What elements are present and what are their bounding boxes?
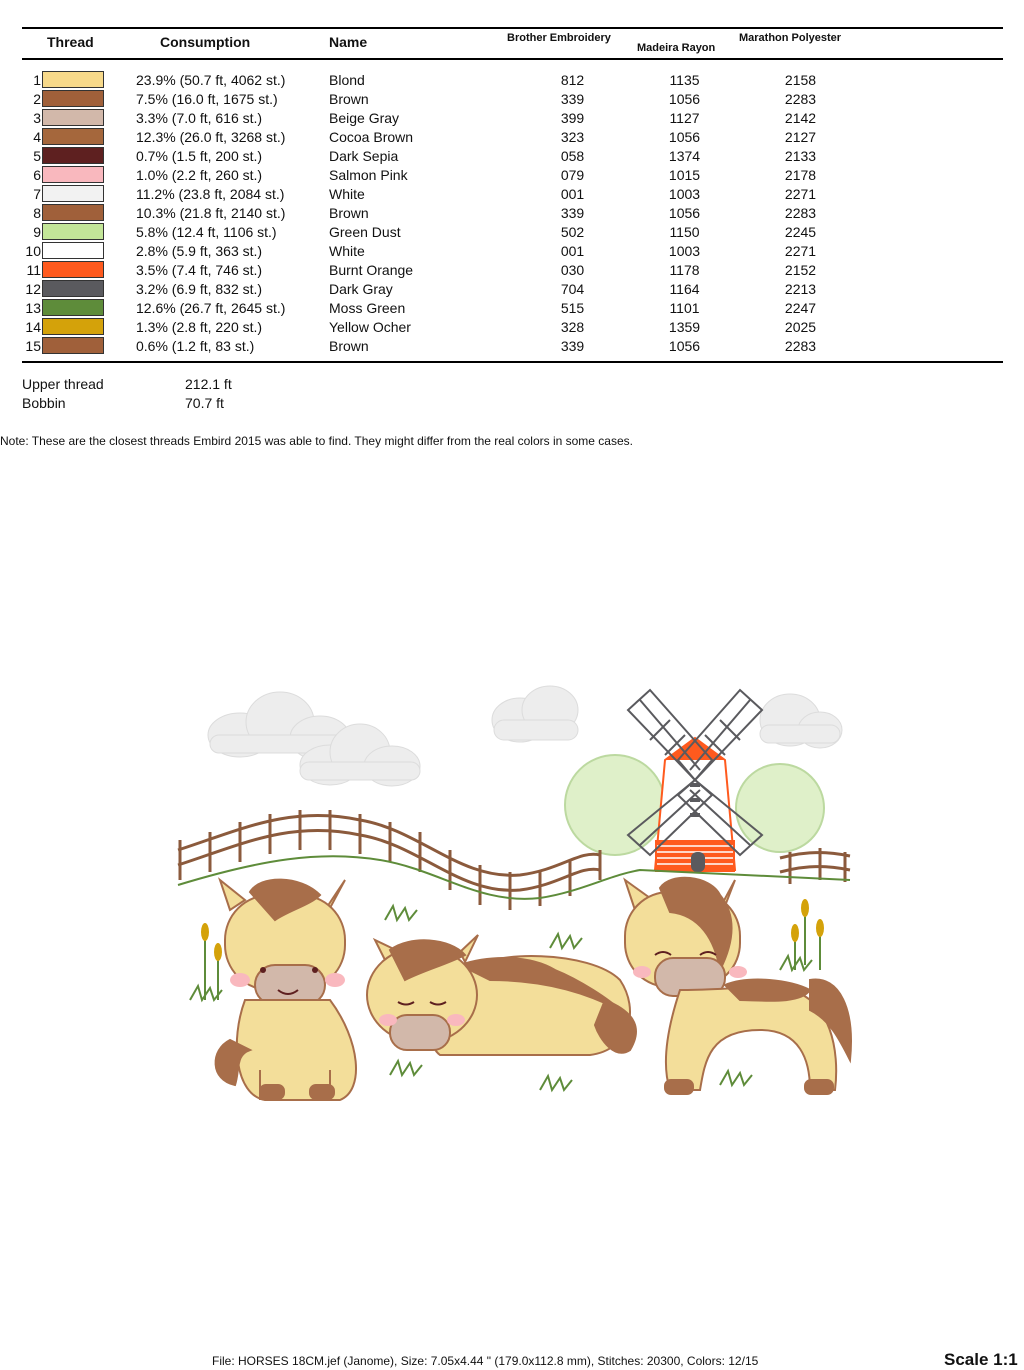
brother-code: 812 <box>560 72 585 88</box>
bobbin-value: 70.7 ft <box>185 395 224 411</box>
marathon-code: 2247 <box>784 300 817 316</box>
thread-number: 13 <box>25 300 41 316</box>
file-info: File: HORSES 18CM.jef (Janome), Size: 7.05x4.44 " (179.0x112.8 mm), Stitches: 20300, Colors: 12/15 <box>212 1354 759 1368</box>
scale-label: Scale 1:1 <box>944 1350 1018 1369</box>
thread-row <box>0 89 1024 108</box>
thread-consumption: 10.3% (21.8 ft, 2140 st.) <box>136 205 286 221</box>
thread-color-swatch <box>42 90 104 107</box>
marathon-code: 2142 <box>784 110 817 126</box>
thread-row <box>0 298 1024 317</box>
thread-name: Brown <box>329 338 369 354</box>
thread-name: Brown <box>329 91 369 107</box>
brother-code: 515 <box>560 300 585 316</box>
brother-code: 399 <box>560 110 585 126</box>
thread-row <box>0 108 1024 127</box>
thread-name: Cocoa Brown <box>329 129 414 145</box>
thread-row <box>0 127 1024 146</box>
madeira-code: 1056 <box>668 338 701 354</box>
marathon-code: 2283 <box>784 338 817 354</box>
bush-right <box>736 764 824 852</box>
thread-color-swatch <box>42 318 104 335</box>
bush-left <box>565 755 665 855</box>
thread-consumption: 12.6% (26.7 ft, 2645 st.) <box>136 300 286 316</box>
thread-consumption: 3.2% (6.9 ft, 832 st.) <box>136 281 263 297</box>
thread-name: Dark Sepia <box>329 148 399 164</box>
brother-code: 323 <box>560 129 585 145</box>
thread-consumption: 12.3% (26.0 ft, 3268 st.) <box>136 129 286 145</box>
upper-thread-value: 212.1 ft <box>185 376 232 392</box>
thread-name: White <box>329 243 365 259</box>
header-madeira: Madeira Rayon <box>637 42 716 54</box>
thread-row <box>0 165 1024 184</box>
thread-name: Beige Gray <box>329 110 400 126</box>
thread-row <box>0 184 1024 203</box>
madeira-code: 1127 <box>669 110 700 126</box>
header-marathon: Marathon Polyester <box>739 32 842 44</box>
thread-consumption: 5.8% (12.4 ft, 1106 st.) <box>136 224 277 240</box>
brother-code: 030 <box>560 262 585 278</box>
madeira-code: 1164 <box>669 281 700 297</box>
thread-color-swatch <box>42 185 104 202</box>
madeira-code: 1178 <box>669 262 700 278</box>
thread-color-swatch <box>42 242 104 259</box>
brother-code: 058 <box>560 148 585 164</box>
madeira-code: 1056 <box>668 91 701 107</box>
thread-number: 9 <box>33 224 41 240</box>
brother-code: 001 <box>560 186 585 202</box>
cattails-left <box>201 923 222 1000</box>
thread-consumption: 11.2% (23.8 ft, 2084 st.) <box>136 186 285 202</box>
thread-note: Note: These are the closest threads Embird 2015 was able to find. They might differ from the real colors in some cases. <box>0 434 633 448</box>
thread-color-swatch <box>42 128 104 145</box>
cloud-far-right <box>760 694 842 748</box>
thread-color-swatch <box>42 166 104 183</box>
pony-sleeping <box>367 935 636 1055</box>
brother-code: 502 <box>560 224 585 240</box>
madeira-code: 1374 <box>668 148 701 164</box>
thread-name: Salmon Pink <box>329 167 408 183</box>
bobbin-label: Bobbin <box>22 395 66 411</box>
header-thread: Thread <box>47 34 94 50</box>
thread-name: White <box>329 186 365 202</box>
bottom-rule <box>22 361 1003 363</box>
thread-number: 6 <box>33 167 41 183</box>
thread-color-swatch <box>42 147 104 164</box>
header-brother: Brother Embroidery <box>507 32 611 44</box>
thread-consumption: 3.3% (7.0 ft, 616 st.) <box>136 110 263 126</box>
thread-color-swatch <box>42 71 104 88</box>
thread-color-swatch <box>42 280 104 297</box>
thread-name: Yellow Ocher <box>329 319 411 335</box>
cattails-right <box>791 899 824 970</box>
pony-sitting <box>216 880 356 1100</box>
thread-number: 5 <box>33 148 41 164</box>
thread-consumption: 2.8% (5.9 ft, 363 st.) <box>136 243 263 259</box>
thread-number: 14 <box>25 319 41 335</box>
thread-color-swatch <box>42 223 104 240</box>
thread-number: 1 <box>33 72 41 88</box>
thread-number: 8 <box>33 205 41 221</box>
thread-number: 11 <box>26 262 41 278</box>
thread-color-swatch <box>42 204 104 221</box>
madeira-code: 1056 <box>668 205 701 221</box>
thread-row <box>0 203 1024 222</box>
marathon-code: 2152 <box>784 262 817 278</box>
madeira-code: 1003 <box>668 243 701 259</box>
thread-consumption: 7.5% (16.0 ft, 1675 st.) <box>136 91 278 107</box>
thread-row <box>0 222 1024 241</box>
thread-color-swatch <box>42 109 104 126</box>
thread-number: 10 <box>25 243 41 259</box>
thread-consumption: 0.7% (1.5 ft, 200 st.) <box>136 148 263 164</box>
thread-color-swatch <box>42 337 104 354</box>
thread-name: Brown <box>329 205 369 221</box>
thread-row <box>0 260 1024 279</box>
upper-thread-label: Upper thread <box>22 376 104 392</box>
madeira-code: 1359 <box>668 319 701 335</box>
thread-consumption: 3.5% (7.4 ft, 746 st.) <box>136 262 263 278</box>
thread-name: Green Dust <box>329 224 401 240</box>
embroidery-design-preview <box>160 680 860 1120</box>
thread-row <box>0 70 1024 89</box>
header-name: Name <box>329 34 368 50</box>
madeira-code: 1003 <box>668 186 701 202</box>
thread-row <box>0 146 1024 165</box>
madeira-code: 1150 <box>669 224 700 240</box>
brother-code: 339 <box>560 338 585 354</box>
marathon-code: 2133 <box>784 148 817 164</box>
top-rule <box>22 27 1003 29</box>
thread-number: 7 <box>33 186 41 202</box>
thread-consumption: 0.6% (1.2 ft, 83 st.) <box>136 338 255 354</box>
madeira-code: 1015 <box>668 167 701 183</box>
brother-code: 328 <box>560 319 585 335</box>
marathon-code: 2178 <box>784 167 817 183</box>
thread-number: 3 <box>33 110 41 126</box>
thread-row <box>0 241 1024 260</box>
thread-row <box>0 317 1024 336</box>
header-consumption: Consumption <box>160 34 251 50</box>
thread-name: Dark Gray <box>329 281 393 297</box>
pony-standing <box>625 878 851 1094</box>
marathon-code: 2271 <box>784 186 817 202</box>
madeira-code: 1056 <box>668 129 701 145</box>
thread-number: 4 <box>33 129 41 145</box>
header-rule <box>22 58 1003 60</box>
marathon-code: 2245 <box>784 224 817 240</box>
brother-code: 339 <box>560 91 585 107</box>
brother-code: 704 <box>560 281 585 297</box>
marathon-code: 2025 <box>784 319 817 335</box>
brother-code: 339 <box>560 205 585 221</box>
thread-consumption: 1.3% (2.8 ft, 220 st.) <box>136 319 263 335</box>
brother-code: 079 <box>560 167 585 183</box>
marathon-code: 2271 <box>784 243 817 259</box>
thread-name: Moss Green <box>329 300 406 316</box>
thread-row <box>0 336 1024 355</box>
thread-color-swatch <box>42 261 104 278</box>
marathon-code: 2283 <box>784 205 817 221</box>
marathon-code: 2127 <box>784 129 817 145</box>
brother-code: 001 <box>560 243 585 259</box>
marathon-code: 2283 <box>784 91 817 107</box>
cloud-right-small <box>492 686 578 742</box>
marathon-code: 2213 <box>784 281 817 297</box>
madeira-code: 1135 <box>669 72 700 88</box>
thread-consumption: 23.9% (50.7 ft, 4062 st.) <box>136 72 286 88</box>
thread-number: 2 <box>33 91 41 107</box>
madeira-code: 1101 <box>669 300 700 316</box>
thread-number: 15 <box>25 338 41 354</box>
thread-consumption: 1.0% (2.2 ft, 260 st.) <box>136 167 263 183</box>
thread-name: Blond <box>329 72 365 88</box>
thread-number: 12 <box>25 281 41 297</box>
marathon-code: 2158 <box>784 72 817 88</box>
thread-color-swatch <box>42 299 104 316</box>
thread-name: Burnt Orange <box>329 262 414 278</box>
thread-row <box>0 279 1024 298</box>
